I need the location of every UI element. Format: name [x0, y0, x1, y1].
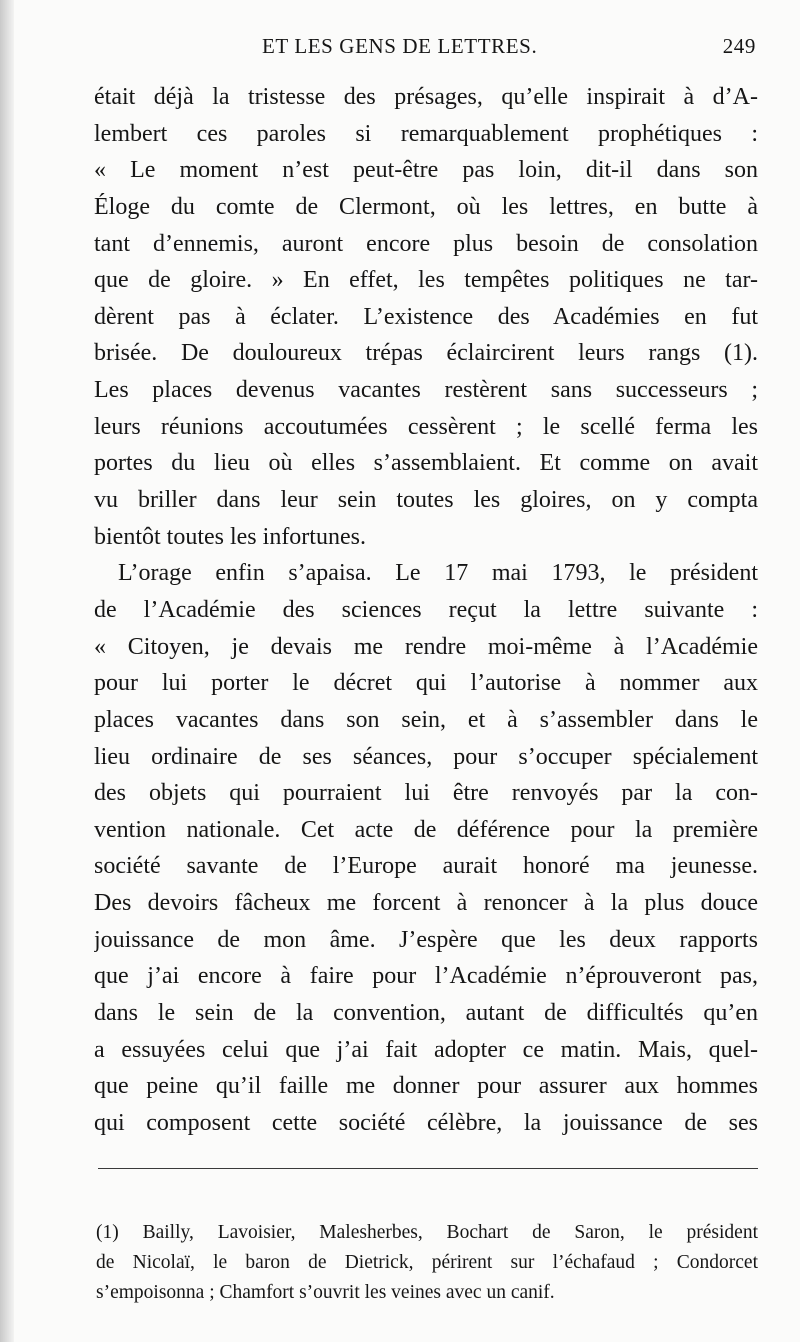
text-line: que de gloire. » En effet, les tempêtes politiques ne tar- [94, 267, 758, 294]
text-line: lieu ordinaire de ses séances, pour s’occuper spécialement [94, 743, 758, 770]
text-line: pour lui porter le décret qui l’autorise à nommer aux [94, 670, 758, 697]
text-line: dèrent pas à éclater. L’existence des Académies en fut [94, 303, 758, 330]
text-line: L’orage enfin s’apaisa. Le 17 mai 1793, le président [118, 560, 758, 587]
text-line: des objets qui pourraient lui être renvoyés par la con- [94, 780, 758, 807]
footnote [96, 1218, 758, 1308]
text-line: que peine qu’il faille me donner pour assurer aux hommes [94, 1073, 758, 1100]
footnote-line: s’empoisonna ; Chamfort s’ouvrit les veines avec un canif. [96, 1282, 555, 1303]
text-line: bientôt toutes les infortunes. [94, 523, 366, 550]
footnote-line: de Nicolaï, le baron de Dietrick, périrent sur l’échafaud ; Condorcet [96, 1252, 758, 1273]
page-header [96, 34, 756, 68]
text-line: Des devoirs fâcheux me forcent à renoncer à la plus douce [94, 890, 758, 917]
text-line: portes du lieu où elles s’assemblaient. Et comme on avait [94, 450, 758, 477]
text-line: tant d’ennemis, auront encore plus besoin de consolation [94, 230, 758, 257]
text-line: lembert ces paroles si remarquablement prophétiques : [94, 120, 758, 147]
text-line: était déjà la tristesse des présages, qu’elle inspirait à d’A- [94, 84, 758, 110]
text-line: de l’Académie des sciences reçut la lettre suivante : [94, 596, 758, 623]
text-line: jouissance de mon âme. J’espère que les deux rapports [94, 926, 758, 953]
running-title: ET LES GENS DE LETTRES. [262, 34, 538, 58]
footnote-divider [98, 1168, 758, 1169]
text-line: que j’ai encore à faire pour l’Académie n’éprouveront pas, [94, 963, 758, 990]
page-number: 249 [722, 34, 756, 58]
body-text [94, 79, 758, 1142]
text-line: « Le moment n’est peut-être pas loin, dit-il dans son [94, 157, 758, 184]
text-line: brisée. De douloureux trépas éclaircirent leurs rangs (1). [94, 340, 758, 367]
text-line: a essuyées celui que j’ai fait adopter ce matin. Mais, quel- [94, 1036, 758, 1063]
binding-gutter [0, 0, 14, 1342]
text-line: société savante de l’Europe aurait honoré ma jeunesse. [94, 853, 758, 880]
text-line: Éloge du comte de Clermont, où les lettres, en butte à [94, 193, 758, 220]
text-line: « Citoyen, je devais me rendre moi-même à l’Académie [94, 633, 758, 660]
text-line: leurs réunions accoutumées cessèrent ; le scellé ferma les [94, 413, 758, 440]
text-line: dans le sein de la convention, autant de difficultés qu’en [94, 1000, 758, 1027]
text-line: qui composent cette société célèbre, la jouissance de ses [94, 1109, 758, 1136]
footnote-line: (1) Bailly, Lavoisier, Malesherbes, Bochart de Saron, le président [96, 1222, 758, 1243]
text-line: vu briller dans leur sein toutes les gloires, on y compta [94, 487, 758, 514]
text-line: vention nationale. Cet acte de déférence pour la première [94, 816, 758, 843]
text-line: places vacantes dans son sein, et à s’assembler dans le [94, 706, 758, 733]
text-line: Les places devenus vacantes restèrent sans successeurs ; [94, 377, 758, 404]
